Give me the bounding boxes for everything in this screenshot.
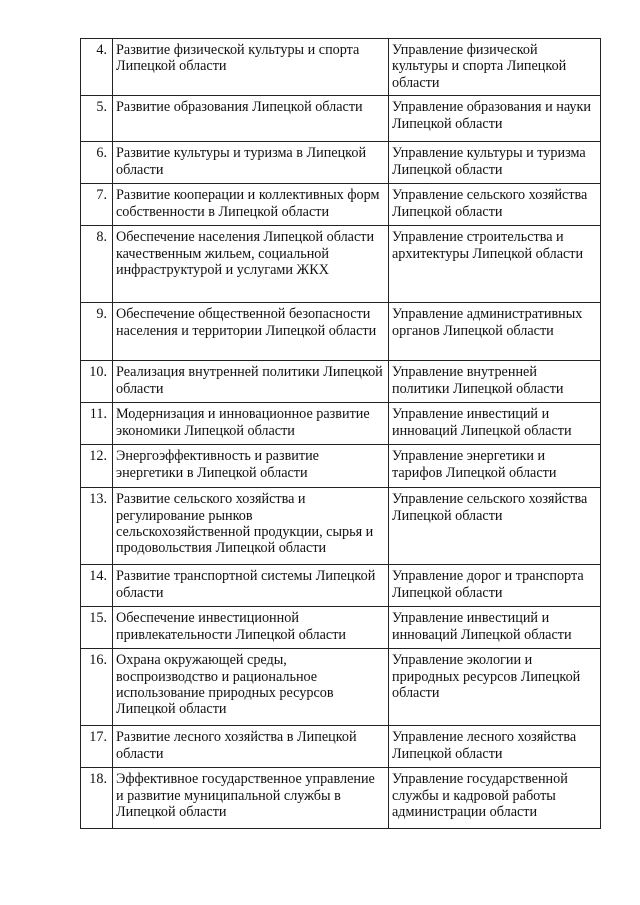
- program-name: Обеспечение населения Липецкой области качественным жильем, социальной инфраструктурой и услугами ЖКХ: [113, 226, 389, 303]
- program-name: Развитие кооперации и коллективных форм собственности в Липецкой области: [113, 184, 389, 226]
- row-number: 18.: [81, 768, 113, 829]
- row-number: 7.: [81, 184, 113, 226]
- responsible-department: Управление экологии и природных ресурсов Липецкой области: [389, 649, 601, 726]
- responsible-department: Управление энергетики и тарифов Липецкой области: [389, 445, 601, 488]
- row-number: 13.: [81, 488, 113, 565]
- program-name: Обеспечение инвестиционной привлекательности Липецкой области: [113, 607, 389, 649]
- program-name: Охрана окружающей среды, воспроизводство и рациональное использование природных ресурсов Липецкой области: [113, 649, 389, 726]
- table-row: [81, 96, 601, 142]
- table-row: [81, 142, 601, 184]
- program-name: Эффективное государственное управление и развитие муниципальной службы в Липецкой области: [113, 768, 389, 829]
- responsible-department: Управление лесного хозяйства Липецкой области: [389, 726, 601, 768]
- row-number: 4.: [81, 39, 113, 96]
- responsible-department: Управление сельского хозяйства Липецкой области: [389, 184, 601, 226]
- responsible-department: Управление сельского хозяйства Липецкой области: [389, 488, 601, 565]
- table-row: [81, 403, 601, 445]
- program-name: Обеспечение общественной безопасности населения и территории Липецкой области: [113, 303, 389, 361]
- row-number: 9.: [81, 303, 113, 361]
- table-row: [81, 445, 601, 488]
- program-name: Развитие физической культуры и спорта Липецкой области: [113, 39, 389, 96]
- table-row: [81, 565, 601, 607]
- row-number: 10.: [81, 361, 113, 403]
- program-name: Модернизация и инновационное развитие экономики Липецкой области: [113, 403, 389, 445]
- program-name: Развитие лесного хозяйства в Липецкой области: [113, 726, 389, 768]
- responsible-department: Управление внутренней политики Липецкой области: [389, 361, 601, 403]
- table-row: [81, 226, 601, 303]
- table-row: [81, 726, 601, 768]
- program-name: Развитие культуры и туризма в Липецкой области: [113, 142, 389, 184]
- row-number: 14.: [81, 565, 113, 607]
- row-number: 17.: [81, 726, 113, 768]
- program-name: Развитие сельского хозяйства и регулирование рынков сельскохозяйственной продукции, сырья и продовольствия Липецкой области: [113, 488, 389, 565]
- responsible-department: Управление государственной службы и кадровой работы администрации области: [389, 768, 601, 829]
- program-name: Развитие образования Липецкой области: [113, 96, 389, 142]
- row-number: 16.: [81, 649, 113, 726]
- responsible-department: Управление инвестиций и инноваций Липецкой области: [389, 403, 601, 445]
- responsible-department: Управление дорог и транспорта Липецкой области: [389, 565, 601, 607]
- table-row: [81, 303, 601, 361]
- responsible-department: Управление инвестиций и инноваций Липецкой области: [389, 607, 601, 649]
- table-row: [81, 39, 601, 96]
- responsible-department: Управление административных органов Липецкой области: [389, 303, 601, 361]
- row-number: 12.: [81, 445, 113, 488]
- row-number: 11.: [81, 403, 113, 445]
- table-row: [81, 184, 601, 226]
- program-name: Развитие транспортной системы Липецкой области: [113, 565, 389, 607]
- row-number: 5.: [81, 96, 113, 142]
- program-name: Реализация внутренней политики Липецкой области: [113, 361, 389, 403]
- table-row: [81, 361, 601, 403]
- table-row: [81, 488, 601, 565]
- row-number: 8.: [81, 226, 113, 303]
- row-number: 15.: [81, 607, 113, 649]
- responsible-department: Управление образования и науки Липецкой области: [389, 96, 601, 142]
- table-row: [81, 607, 601, 649]
- table-row: [81, 768, 601, 829]
- responsible-department: Управление строительства и архитектуры Липецкой области: [389, 226, 601, 303]
- program-name: Энергоэффективность и развитие энергетики в Липецкой области: [113, 445, 389, 488]
- responsible-department: Управление физической культуры и спорта Липецкой области: [389, 39, 601, 96]
- row-number: 6.: [81, 142, 113, 184]
- table-row: [81, 649, 601, 726]
- programs-table: [80, 38, 601, 829]
- responsible-department: Управление культуры и туризма Липецкой области: [389, 142, 601, 184]
